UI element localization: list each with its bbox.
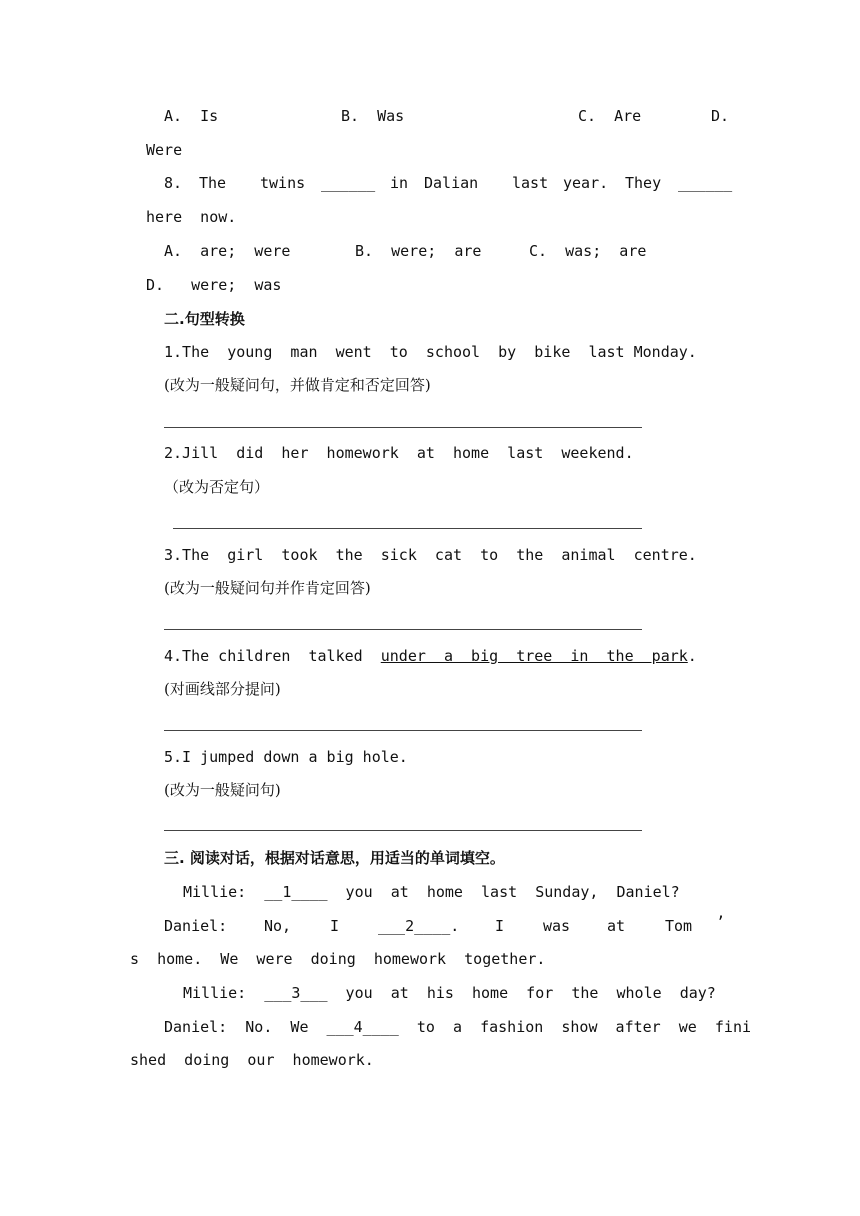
s3-word: No, <box>264 917 292 935</box>
s2-item3-sentence: 3.The girl took the sick cat to the animal centre. <box>164 546 697 564</box>
s2-item5-answer-line[interactable] <box>164 830 642 831</box>
s2-item4-instruction: (对画线部分提问) <box>164 680 281 698</box>
q7-option-a: A. Is <box>164 107 219 125</box>
q8-option-d: D. were; was <box>146 276 282 294</box>
s2-item5-sentence: 5.I jumped down a big hole. <box>164 748 408 766</box>
s2-item3-instruction: (改为一般疑问句并作肯定回答) <box>164 579 371 597</box>
q7-option-b: B. Was <box>341 107 405 125</box>
section3-title: 三. 阅读对话，根据对话意思，用适当的单词填空。 <box>164 849 505 867</box>
q8-number: 8. <box>164 174 183 192</box>
q8-word: last <box>512 174 549 192</box>
s3-blank: ___2____. <box>378 917 460 935</box>
q8-option-a: A. are; were <box>164 242 291 260</box>
q8-word: year. <box>563 174 609 192</box>
q8-word: Dalian <box>424 174 479 192</box>
s2-item3-answer-line[interactable] <box>164 629 642 630</box>
s3-dialogue-line1: Millie: __1____ you at home last Sunday, Daniel? <box>183 883 680 901</box>
q8-word: twins <box>260 174 306 192</box>
s3-word: I <box>330 917 340 935</box>
s2-item2-sentence: 2.Jill did her homework at home last weekend. <box>164 444 634 462</box>
s2-item2-answer-line[interactable] <box>173 528 642 529</box>
s2-item1-answer-line[interactable] <box>164 427 642 428</box>
section2-title: 二.句型转换 <box>164 310 245 328</box>
s2-item1-instruction: (改为一般疑问句，并做肯定和否定回答) <box>164 376 431 394</box>
s3-dialogue-line3: Millie: ___3___ you at his home for the whole day? <box>183 984 716 1002</box>
s2-item2-instruction: （改为否定句） <box>164 478 270 496</box>
q8-word: They <box>625 174 662 192</box>
q7-option-d: D. <box>711 107 730 125</box>
s2-item4-sentence <box>164 646 697 666</box>
s3-word: Tom <box>665 917 693 935</box>
q8-wrap: here now. <box>146 208 237 226</box>
q7-option-d-text: Were <box>146 141 183 159</box>
s2-item1-sentence: 1.The young man went to school by bike last Monday. <box>164 343 697 361</box>
s3-word: Daniel: <box>164 917 228 935</box>
q8-blank: ______ <box>678 174 733 192</box>
s2-item4-end: . <box>687 647 697 665</box>
s2-item4-underlined: under a big tree in the park <box>380 647 688 665</box>
s3-word: ’ <box>716 913 726 931</box>
q8-option-c: C. was; are <box>529 242 647 260</box>
s3-word: was <box>543 917 571 935</box>
q7-option-c: C. Are <box>578 107 642 125</box>
s2-item5-instruction: (改为一般疑问句) <box>164 781 281 799</box>
s3-dialogue-line4: Daniel: No. We ___4____ to a fashion show after we fini <box>164 1018 751 1036</box>
q8-word: The <box>199 174 227 192</box>
q8-option-b: B. were; are <box>355 242 482 260</box>
s3-dialogue-line4-wrap: shed doing our homework. <box>130 1051 374 1069</box>
s3-dialogue-line2-wrap: s home. We were doing homework together. <box>130 950 546 968</box>
s3-word: I <box>495 917 505 935</box>
s3-word: at <box>607 917 626 935</box>
s2-item4-answer-line[interactable] <box>164 730 642 731</box>
q8-word: in <box>390 174 409 192</box>
q8-blank: ______ <box>321 174 376 192</box>
s2-item4-plain: 4.The children talked <box>164 647 381 665</box>
